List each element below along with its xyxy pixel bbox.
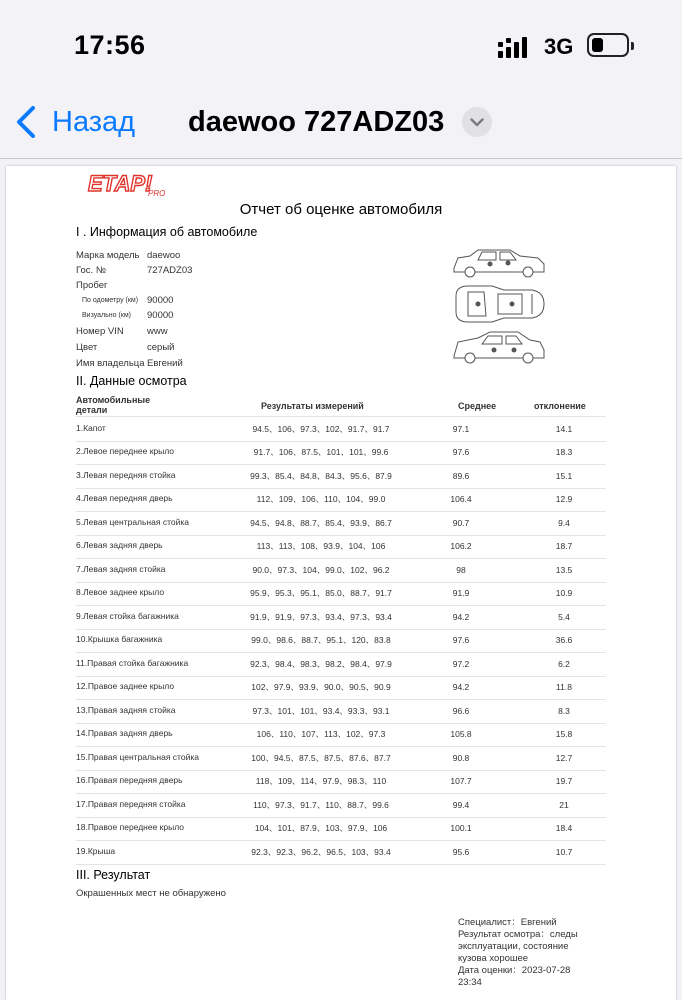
status-bar	[0, 0, 682, 90]
evaluation-time: 23:34	[458, 977, 482, 988]
row-part: 8.Левое заднее крыло	[76, 587, 165, 598]
mileage-label: Пробег	[76, 280, 108, 291]
row-average: 97.6	[452, 447, 470, 457]
back-label: Назад	[52, 105, 136, 138]
plate-label: Гос. №	[76, 265, 107, 276]
row-part: 14.Правая задняя дверь	[76, 728, 173, 739]
row-values: 97.3、101、101、93.4、93.3、93.1	[252, 705, 390, 716]
row-part: 19.Крыша	[76, 845, 116, 856]
row-values: 94.5、94.8、88.7、85.4、93.9、86.7	[250, 517, 392, 528]
inspection-result-line1: Результат осмотра：следы	[458, 929, 578, 940]
table-row	[76, 652, 606, 677]
row-values: 90.0、97.3、104、99.0、102、96.2	[252, 564, 390, 575]
row-part: 12.Правое заднее крыло	[76, 681, 175, 692]
row-deviation: 14.1	[555, 423, 573, 434]
row-values: 102、97.9、93.9、90.0、90.5、90.9	[251, 682, 391, 692]
table-row	[76, 746, 606, 771]
svg-text:PRO: PRO	[148, 189, 166, 197]
row-average: 89.6	[452, 470, 470, 481]
visual-mileage-label: Визуально (км)	[82, 312, 131, 319]
row-average: 94.2	[452, 682, 470, 692]
row-deviation: 12.7	[555, 752, 573, 763]
table-row	[76, 629, 606, 654]
table-row	[76, 582, 606, 607]
table-row	[76, 817, 606, 842]
row-deviation: 15.1	[555, 470, 573, 481]
row-part: 13.Правая задняя стойка	[76, 704, 176, 715]
row-deviation: 10.7	[555, 846, 573, 857]
table-row	[76, 676, 606, 701]
chevron-left-icon	[14, 104, 38, 140]
nav-divider	[0, 158, 682, 159]
table-row	[76, 558, 606, 583]
row-deviation: 6.2	[558, 658, 570, 669]
table-row	[76, 488, 606, 513]
row-deviation: 18.4	[555, 823, 573, 833]
section-result: III. Результат	[76, 868, 151, 882]
row-average: 90.8	[452, 752, 470, 763]
status-time: 17:56	[74, 30, 146, 60]
col-header-average: Среднее	[458, 401, 497, 411]
evaluation-date: Дата оценки：2023-07-28	[458, 965, 571, 976]
table-row	[76, 793, 606, 818]
row-values: 106、110、107、113、102、97.3	[256, 729, 386, 739]
row-values: 94.5、106、97.3、102、91.7、91.7	[252, 423, 390, 434]
row-values: 99.3、85.4、84.8、84.3、95.6、87.9	[250, 470, 392, 481]
row-deviation: 13.5	[555, 564, 573, 575]
row-part: 3.Левая передняя стойка	[76, 469, 176, 480]
inspection-result-line2: эксплуатации, состояние	[458, 941, 569, 952]
row-average: 97.1	[452, 423, 470, 434]
color-label: Цвет	[76, 342, 98, 353]
row-average: 97.2	[452, 658, 470, 669]
row-part: 2.Левое переднее крыло	[76, 446, 175, 457]
row-part: 18.Правое переднее крыло	[76, 822, 185, 833]
model-label: Марка модель	[76, 250, 140, 261]
title-menu-button[interactable]	[462, 107, 492, 137]
result-text: Окрашенных мест не обнаружено	[76, 888, 226, 899]
row-deviation: 12.9	[555, 494, 573, 504]
row-values: 110、97.3、91.7、110、88.7、99.6	[253, 799, 389, 810]
row-average: 99.4	[452, 799, 470, 810]
row-average: 98	[456, 564, 466, 575]
row-part: 7.Левая задняя стойка	[76, 563, 166, 574]
col-header-part: Автомобильные детали	[76, 395, 151, 415]
row-deviation: 11.8	[556, 682, 572, 692]
table-row	[76, 770, 606, 795]
model-value: daewoo	[147, 250, 181, 261]
row-part: 6.Левая задняя дверь	[76, 540, 163, 551]
row-values: 104、101、87.9、103、97.9、106	[254, 823, 388, 833]
row-deviation: 8.3	[558, 705, 570, 716]
row-average: 107.7	[450, 776, 472, 786]
etap-logo	[86, 171, 178, 197]
plate-value: 727ADZ03	[147, 265, 193, 276]
table-row	[76, 511, 606, 536]
row-part: 15.Правая центральная стойка	[76, 751, 199, 762]
row-part: 10.Крышка багажника	[76, 634, 163, 645]
chevron-down-icon	[462, 107, 492, 137]
row-values: 95.9、95.3、95.1、85.0、88.7、91.7	[250, 588, 392, 598]
table-row	[76, 840, 606, 865]
row-values: 91.9、91.9、97.3、93.4、97.3、93.4	[250, 611, 392, 622]
svg-text:ETAP!: ETAP!	[88, 171, 153, 196]
table-row	[76, 699, 606, 724]
row-part: 16.Правая передняя дверь	[76, 775, 183, 786]
back-button[interactable]	[14, 104, 135, 140]
row-values: 99.0、98.6、88.7、95.1、120、83.8	[251, 635, 391, 645]
navigation-bar	[0, 90, 682, 154]
row-deviation: 21	[559, 799, 569, 810]
row-deviation: 18.7	[555, 541, 573, 551]
row-deviation: 36.6	[555, 635, 573, 645]
table-row	[76, 441, 606, 466]
row-values: 112、109、106、110、104、99.0	[256, 494, 386, 504]
row-part: 4.Левая передняя дверь	[76, 493, 173, 504]
cellular-signal-icon	[498, 36, 534, 58]
row-average: 106.2	[450, 541, 472, 551]
row-part: 1.Капот	[76, 422, 106, 433]
col-header-results: Результаты измерений	[261, 401, 364, 411]
row-part: 11.Правая стойка багажника	[76, 657, 189, 668]
report-document	[6, 166, 676, 1000]
row-average: 100.1	[450, 823, 472, 833]
row-values: 91.7、106、87.5、101、101、99.6	[253, 447, 389, 457]
col-header-deviation: отклонение	[534, 401, 586, 411]
row-values: 113、113、108、93.9、104、106	[256, 541, 386, 551]
owner-label: Имя владельца	[76, 358, 145, 369]
odometer-label: По одометру (км)	[82, 297, 139, 304]
color-value: серый	[147, 342, 175, 353]
row-average: 97.6	[452, 635, 470, 645]
row-average: 91.9	[452, 588, 470, 598]
row-part: 17.Правая передняя стойка	[76, 798, 186, 809]
row-part: 9.Левая стойка багажника	[76, 610, 179, 621]
visual-mileage-value: 90000	[147, 310, 174, 321]
row-deviation: 18.3	[555, 447, 573, 457]
vin-label: Номер VIN	[76, 326, 124, 337]
row-average: 95.6	[452, 846, 470, 857]
row-average: 105.8	[450, 729, 472, 739]
vin-value: www	[147, 326, 168, 337]
table-row	[76, 464, 606, 489]
owner-value: Евгений	[147, 358, 183, 369]
inspection-result-line3: кузова хорошее	[458, 953, 529, 964]
battery-icon	[587, 33, 629, 57]
section-inspection-data: II. Данные осмотра	[76, 374, 187, 388]
row-average: 106.4	[450, 494, 472, 504]
car-diagram-icon	[452, 246, 546, 368]
row-deviation: 10.9	[555, 588, 573, 598]
table-row	[76, 605, 606, 630]
table-row	[76, 417, 606, 442]
odometer-value: 90000	[147, 295, 174, 306]
row-deviation: 5.4	[558, 611, 570, 622]
row-deviation: 9.4	[558, 517, 570, 528]
table-row	[76, 723, 606, 748]
network-type: 3G	[544, 34, 574, 59]
row-values: 118、109、114、97.9、98.3、110	[255, 776, 387, 786]
specialist: Специалист：Евгений	[458, 917, 557, 928]
section-vehicle-info: I . Информация об автомобиле	[76, 225, 258, 239]
row-deviation: 15.8	[555, 729, 573, 739]
row-average: 90.7	[452, 517, 470, 528]
row-values: 100、94.5、87.5、87.5、87.6、87.7	[251, 752, 391, 763]
document-title: daewoo 727ADZ03	[188, 106, 445, 138]
table-row	[76, 535, 606, 560]
report-title: Отчет об оценке автомобиля	[239, 201, 443, 218]
row-part: 5.Левая центральная стойка	[76, 516, 189, 527]
row-deviation: 19.7	[555, 776, 573, 786]
row-values: 92.3、92.3、96.2、96.5、103、93.4	[251, 846, 391, 857]
row-average: 96.6	[452, 705, 470, 716]
row-average: 94.2	[452, 611, 470, 622]
row-values: 92.3、98.4、98.3、98.2、98.4、97.9	[250, 658, 392, 669]
